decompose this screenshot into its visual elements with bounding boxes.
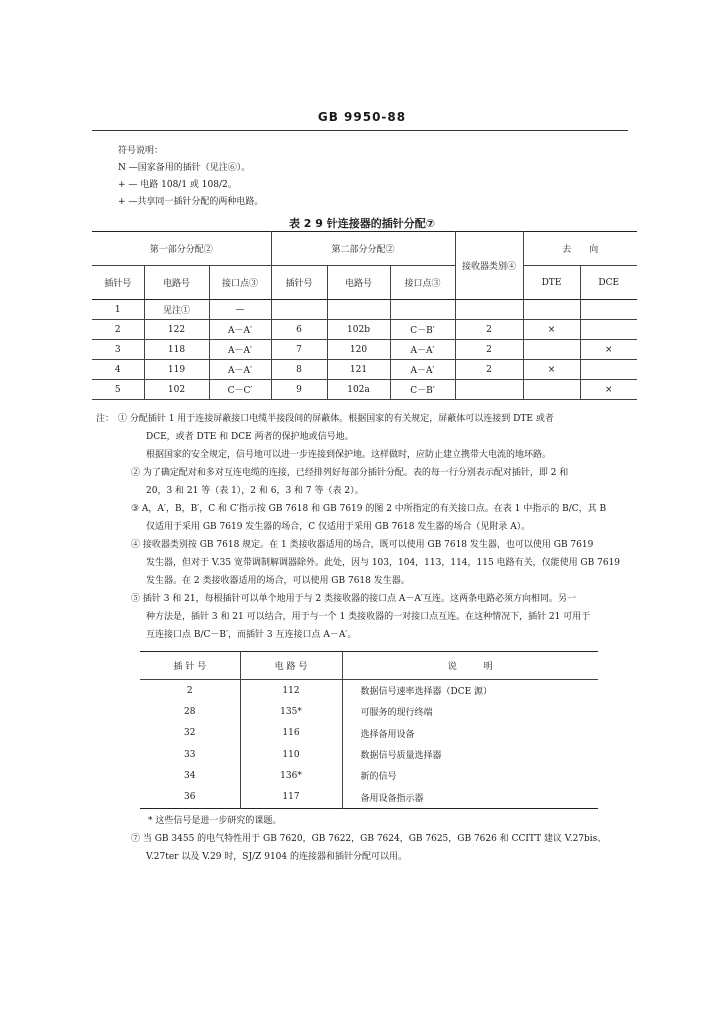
note-line: ③ A，A′，B，B′，C 和 C′指示按 GB 7618 和 GB 7619 的图 2 中所指定的有关接口点。在表 1 中指示的 B/C，其 B (131, 504, 607, 514)
table-row (140, 744, 598, 765)
column-header: 插针号 (271, 266, 327, 300)
table-cell: 5 (92, 380, 144, 400)
table-row (140, 701, 598, 722)
legend-item: + —共享同一插针分配的两种电路。 (118, 197, 264, 207)
column-header: 插 针 号 (140, 652, 240, 680)
table-cell: 102 (144, 380, 209, 400)
legend-item: N —国家备用的插针（见注⑥）。 (118, 163, 251, 173)
table-cell: 2 (186, 685, 193, 696)
table-cell: 102b (327, 320, 390, 340)
table-cell: 135* (240, 701, 342, 722)
legend-title: 符号说明： (118, 146, 164, 156)
table-cell: × (523, 320, 580, 340)
table-cell (523, 340, 580, 360)
table-cell: 4 (92, 360, 144, 380)
standard-number: GB 9950-88 (317, 110, 407, 124)
column-header: 接口点③ (209, 266, 271, 300)
table-cell (580, 300, 637, 320)
table-cell: 备用设备指示器 (342, 786, 598, 808)
table-row (140, 723, 598, 744)
table-cell: 2 (455, 320, 523, 340)
table-cell: A－A′ (209, 320, 271, 340)
table-cell (390, 300, 455, 320)
table-cell: A－A′ (390, 360, 455, 380)
table-cell: — (209, 300, 271, 320)
table-cell (455, 380, 523, 400)
column-header: 说 明 (342, 652, 598, 680)
table-cell: C－C′ (209, 380, 271, 400)
table-row (140, 786, 598, 808)
note-line: 根据国家的安全规定，信号地可以进一步连接到保护地。这样做时，应防止建立携带大电流的地环路。 (146, 450, 552, 460)
table-cell: C－B′ (390, 320, 455, 340)
legend-item: + — 电路 108/1 或 108/2。 (118, 180, 237, 190)
note-line: ⑤ 插针 3 和 21，每根插针可以单个地用于与 2 类接收器的接口点 A－A′互连。这两条电路必须方向相同。另一 (131, 594, 576, 604)
table-cell: 110 (240, 744, 342, 765)
table-cell: 1 (92, 300, 144, 320)
table-cell: A－A′ (209, 360, 271, 380)
preferred-circuit-table (140, 651, 598, 809)
table-cell (580, 360, 637, 380)
group1-header: 第一部分分配② (92, 232, 271, 266)
table-cell (580, 320, 637, 340)
notes-label: 注： (96, 414, 115, 424)
column-header: 电 路 号 (240, 652, 342, 680)
table-cell: 28 (184, 706, 196, 717)
table-cell: 112 (240, 680, 342, 702)
column-header: 接口点③ (390, 266, 455, 300)
table-cell: 2 (92, 320, 144, 340)
table-row (92, 320, 637, 340)
table-cell: 34 (184, 770, 196, 781)
table-cell: × (580, 340, 637, 360)
table-cell: 122 (144, 320, 209, 340)
table-cell: 117 (240, 786, 342, 808)
column-header: DTE (523, 266, 580, 300)
note-line: ① 分配插针 1 用于连接屏蔽接口电缆半接段间的屏蔽体。根据国家的有关规定，屏蔽体可以连接到 DTE 或者 (118, 414, 554, 424)
table-cell: 2 (455, 340, 523, 360)
note-line: 20，3 和 21 等（表 1），2 和 6，3 和 7 等（表 2）。 (146, 486, 364, 496)
table-cell: 新的信号 (342, 765, 598, 786)
table-row (140, 680, 598, 702)
note-line: 发生器，但对于 V.35 宽带调制解调器除外。此处，因与 103，104，113，114，115 电路有关，仅能使用 GB 7619 (146, 558, 621, 568)
note-line: ② 为了确定配对和多对互连电缆的连接，已经排列好每部分插针分配。表的每一行分别表示配对插针，即 2 和 (131, 468, 569, 478)
column-header: 电路号 (144, 266, 209, 300)
table-cell: 136* (240, 765, 342, 786)
table-cell: 121 (327, 360, 390, 380)
footnote: * 这些信号是进一步研究的课题。 (148, 816, 282, 826)
note-line: DCE，或者 DTE 和 DCE 两者的保护地或信号地。 (146, 432, 354, 442)
table-cell (523, 380, 580, 400)
column-header: DCE (580, 266, 637, 300)
table-cell: 可服务的现行终端 (342, 701, 598, 722)
table-cell: 118 (144, 340, 209, 360)
table-cell: 119 (144, 360, 209, 380)
table-cell: 见注① (144, 300, 209, 320)
table-cell: × (580, 380, 637, 400)
column-header: 插针号 (92, 266, 144, 300)
table-cell: 数据信号速率选择器（DCE 源） (342, 680, 598, 702)
note-line: 发生器。在 2 类接收器适用的场合，可以使用 GB 7618 发生器。 (146, 576, 410, 586)
table-cell: 6 (271, 320, 327, 340)
table-cell: 8 (271, 360, 327, 380)
table-cell: × (523, 360, 580, 380)
table-cell: A－A′ (390, 340, 455, 360)
table-cell (523, 300, 580, 320)
table-cell: 102a (327, 380, 390, 400)
table-cell: 116 (240, 723, 342, 744)
table-row (92, 360, 637, 380)
note-line: 种方法是，插针 3 和 21 可以结合，用于与一个 1 类接收器的一对接口点互连。在这种情况下，插针 21 可用于 (146, 612, 591, 622)
direction-header: 去 向 (523, 232, 637, 266)
table-cell: 33 (184, 749, 196, 760)
table-row (92, 300, 637, 320)
note-line: V.27ter 以及 V.29 时，SJ/Z 9104 的连接器和插针分配可以用。 (146, 852, 407, 862)
header-rule (92, 130, 628, 131)
note-line: ④ 接收器类别按 GB 7618 规定。在 1 类接收器适用的场合，既可以使用 GB 7618 发生器，也可以使用 GB 7619 (131, 540, 594, 550)
table-cell: 36 (184, 792, 196, 803)
table-cell: 32 (184, 728, 196, 739)
receiver-class-header: 接收器类别④ (455, 232, 523, 300)
table-cell (455, 300, 523, 320)
pin-assignment-table (92, 231, 637, 400)
table-row (92, 380, 637, 400)
note-line: ⑦ 当 GB 3455 的电气特性用于 GB 7620，GB 7622，GB 7624，GB 7625，GB 7626 和 CCITT 建议 V.27bis、 (131, 834, 607, 844)
column-header: 电路号 (327, 266, 390, 300)
table-cell: 9 (271, 380, 327, 400)
table-cell: 3 (92, 340, 144, 360)
note-line: 仅适用于采用 GB 7619 发生器的场合，C 仅适用于采用 GB 7618 发生器的场合（见附录 A）。 (146, 522, 531, 532)
table-cell (271, 300, 327, 320)
table-cell: 2 (455, 360, 523, 380)
table-row (140, 765, 598, 786)
table-cell: 7 (271, 340, 327, 360)
table2-title: 表 2 9 针连接器的插针分配⑦ (288, 217, 436, 230)
table-cell: C－B′ (390, 380, 455, 400)
group2-header: 第二部分分配② (271, 232, 455, 266)
table-cell: 数据信号质量选择器 (342, 744, 598, 765)
note-line: 互连接口点 B/C－B′，而插针 3 互连接口点 A－A′。 (146, 630, 357, 640)
table-row (92, 340, 637, 360)
table-cell: A－A′ (209, 340, 271, 360)
table-cell (327, 300, 390, 320)
table-cell: 选择备用设备 (342, 723, 598, 744)
table-cell: 120 (327, 340, 390, 360)
